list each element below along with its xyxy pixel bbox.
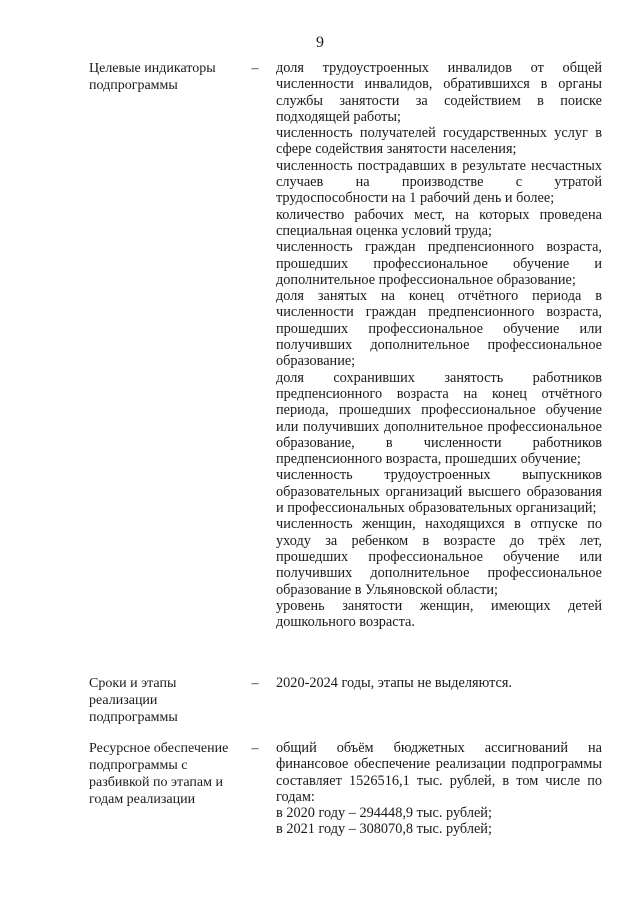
row-dash: – bbox=[251, 676, 259, 691]
content-line: в 2021 году – 308070,8 тыс. рублей; bbox=[276, 821, 492, 838]
page-number: 9 bbox=[316, 34, 324, 51]
row-dash: – bbox=[251, 741, 259, 756]
content-line: общий объём бюджетных ассигнований на финансовое обеспечение реализации подпрограммы составляет 1526516,1 тыс. рублей, в том числе по годам: bbox=[276, 740, 602, 805]
row-label-terms: Сроки и этапы реализации подпрограммы bbox=[89, 676, 178, 725]
row-label-indicators: Целевые индикаторы подпрограммы bbox=[89, 61, 216, 93]
content-line: численность женщин, находящихся в отпуске по уходу за ребенком в возрасте до трёх лет, прошедших профессиональное обучение или получивших дополнительное профессиональное образование в Ульяновской области; bbox=[276, 516, 602, 598]
content-line: количество рабочих мест, на которых проведена специальная оценка условий труда; bbox=[276, 206, 602, 239]
row-label-funding: Ресурсное обеспечение подпрограммы с разбивкой по этапам и годам реализации bbox=[89, 741, 229, 807]
content-line: доля сохранивших занятость работников предпенсионного возраста на конец отчётного периода, прошедших профессиональное обучение или получивших дополнительное профессиональное образование, в численности работников предпенсионного возраста, прошедших обучение; bbox=[276, 369, 602, 468]
content-line: доля трудоустроенных инвалидов от общей численности инвалидов, обратившихся в органы службы занятости за содействием в поиске подходящей работы; bbox=[276, 60, 602, 125]
content-line: доля занятых на конец отчётного периода в численности граждан предпенсионного возраста, прошедших профессиональное обучение или получивших дополнительное профессиональное образование; bbox=[276, 288, 602, 370]
row-content-funding bbox=[276, 740, 602, 838]
content-line: численность пострадавших в результате несчастных случаев на производстве с утратой трудоспособности на 1 рабочий день и более; bbox=[276, 157, 602, 207]
content-line: численность граждан предпенсионного возраста, прошедших профессиональное обучение и дополнительное профессиональное образование; bbox=[276, 239, 602, 288]
row-dash: – bbox=[251, 61, 259, 76]
row-content-indicators bbox=[276, 60, 602, 630]
content-line: численность получателей государственных услуг в сфере содействия занятости населения; bbox=[276, 125, 602, 158]
content-line: численность трудоустроенных выпускников образовательных организаций высшего образования и профессиональных образовательных организаций; bbox=[276, 467, 602, 517]
content-line: в 2020 году – 294448,9 тыс. рублей; bbox=[276, 805, 492, 822]
content-line: уровень занятости женщин, имеющих детей дошкольного возраста. bbox=[276, 597, 602, 631]
content-line: 2020-2024 годы, этапы не выделяются. bbox=[276, 675, 513, 691]
row-content-terms bbox=[276, 675, 602, 691]
